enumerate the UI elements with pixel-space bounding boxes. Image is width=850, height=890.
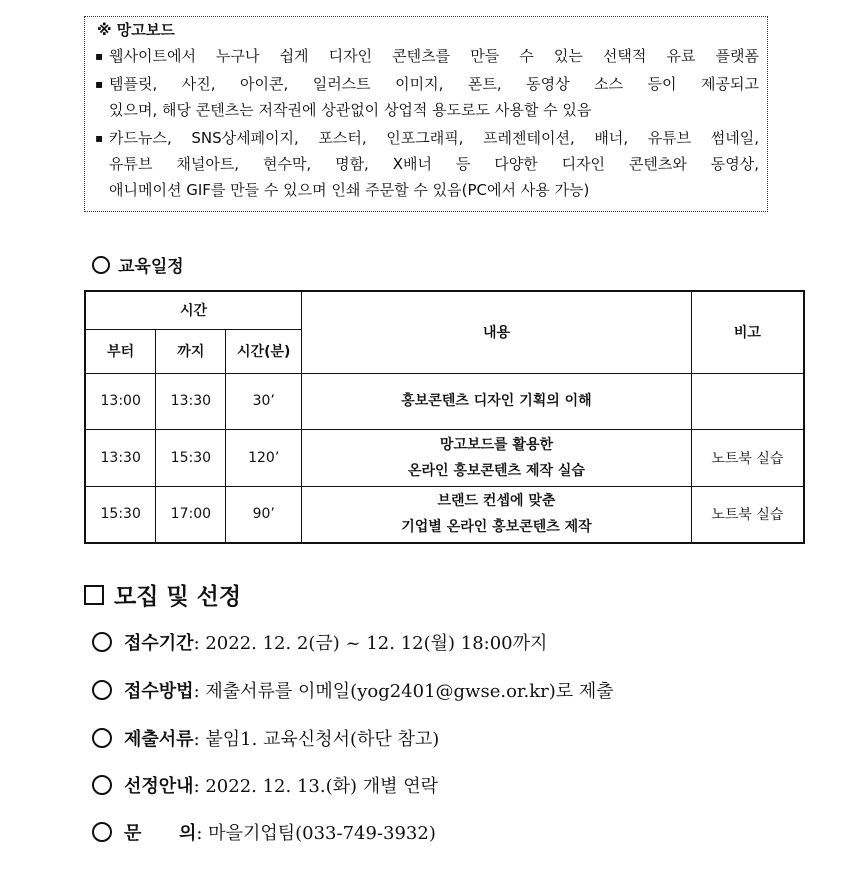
content-line: 기업별 온라인 홍보콘텐츠 제작 [401, 519, 592, 536]
circle-icon [92, 775, 112, 795]
note-item [93, 125, 759, 203]
schedule-title: 교육일정 [118, 257, 184, 277]
note-title: ※ 망고보드 [97, 21, 175, 39]
circle-icon [92, 822, 112, 842]
recruit-title: 모집 및 선정 [114, 584, 242, 610]
cell-from: 13:30 [85, 429, 156, 486]
note-text: 웹사이트에서 누구나 쉽게 디자인 콘텐츠를 만들 수 있는 선택적 유료 플랫폼 [109, 47, 759, 65]
table-row [85, 373, 804, 429]
mangoboard-note-box [84, 16, 768, 212]
cell-remarks: 노트북 실습 [691, 429, 804, 486]
info-label: 제출서류 [124, 729, 194, 750]
cell-from: 13:00 [85, 373, 156, 429]
header-to: 까지 [156, 329, 226, 373]
info-contact [92, 819, 436, 845]
square-bullet-icon: ▪ [95, 131, 104, 145]
header-from: 부터 [85, 329, 156, 373]
header-content: 내용 [302, 291, 692, 373]
cell-remarks: 노트북 실습 [691, 486, 804, 543]
circle-icon [92, 728, 112, 748]
info-label: 접수방법 [124, 681, 194, 702]
schedule-heading [92, 252, 184, 277]
note-text: 카드뉴스, SNS상세페이지, 포스터, 인포그래픽, 프레젠테이션, 배너, 유튜브 썸네일, [109, 129, 759, 147]
info-value: : 붙임1. 교육신청서(하단 참고) [193, 729, 440, 750]
cell-to: 17:00 [156, 486, 226, 543]
circle-icon [92, 256, 110, 274]
square-bullet-icon: ▪ [95, 77, 104, 91]
cell-to: 15:30 [156, 429, 226, 486]
note-item [93, 43, 759, 69]
square-icon [84, 585, 104, 605]
info-value: : 제출서류를 이메일(yog2401@gwse.or.kr)로 제출 [193, 681, 614, 702]
schedule-table [84, 290, 805, 544]
cell-content [302, 429, 692, 486]
square-bullet-icon: ▪ [95, 49, 104, 63]
note-item [93, 71, 759, 123]
info-documents [92, 725, 439, 751]
info-value: : 2022. 12. 2(금) ~ 12. 12(월) 18:00까지 [193, 633, 548, 654]
cell-from: 15:30 [85, 486, 156, 543]
cell-duration: 120’ [226, 429, 302, 486]
header-time: 시간 [85, 291, 302, 329]
info-value: : 2022. 12. 13.(화) 개별 연락 [193, 776, 439, 797]
info-method [92, 677, 614, 703]
info-value: : 마을기업팀(033-749-3932) [196, 823, 436, 844]
content-line: 브랜드 컨셉에 맞춘 [437, 493, 556, 510]
note-text: 유튜브 채널아트, 현수막, 명함, X배너 등 다양한 디자인 콘텐츠와 동영상, [109, 155, 759, 173]
cell-duration: 90’ [226, 486, 302, 543]
cell-content [302, 373, 692, 429]
info-label: 선정안내 [124, 776, 194, 797]
cell-remarks [691, 373, 804, 429]
cell-duration: 30’ [226, 373, 302, 429]
info-label: 문 의 [124, 823, 197, 844]
note-text: 애니메이션 GIF를 만들 수 있으며 인쇄 주문할 수 있음(PC에서 사용 가능) [109, 181, 590, 199]
table-row [85, 486, 804, 543]
cell-content [302, 486, 692, 543]
content-line: 온라인 홍보콘텐츠 제작 실습 [408, 462, 585, 479]
content-line: 홍보콘텐츠 디자인 기획의 이해 [401, 393, 592, 409]
note-text: 있으며, 해당 콘텐츠는 저작권에 상관없이 상업적 용도로도 사용할 수 있음 [109, 101, 592, 119]
cell-to: 13:30 [156, 373, 226, 429]
circle-icon [92, 680, 112, 700]
info-selection [92, 772, 438, 798]
header-duration: 시간(분) [226, 329, 302, 373]
circle-icon [92, 632, 112, 652]
table-row [85, 429, 804, 486]
note-text: 템플릿, 사진, 아이콘, 일러스트 이미지, 폰트, 동영상 소스 등이 제공되고 [109, 75, 759, 93]
info-label: 접수기간 [124, 633, 194, 654]
header-remarks: 비고 [691, 291, 804, 373]
info-period [92, 629, 547, 655]
content-line: 망고보드를 활용한 [439, 436, 553, 453]
recruit-heading [84, 578, 241, 611]
